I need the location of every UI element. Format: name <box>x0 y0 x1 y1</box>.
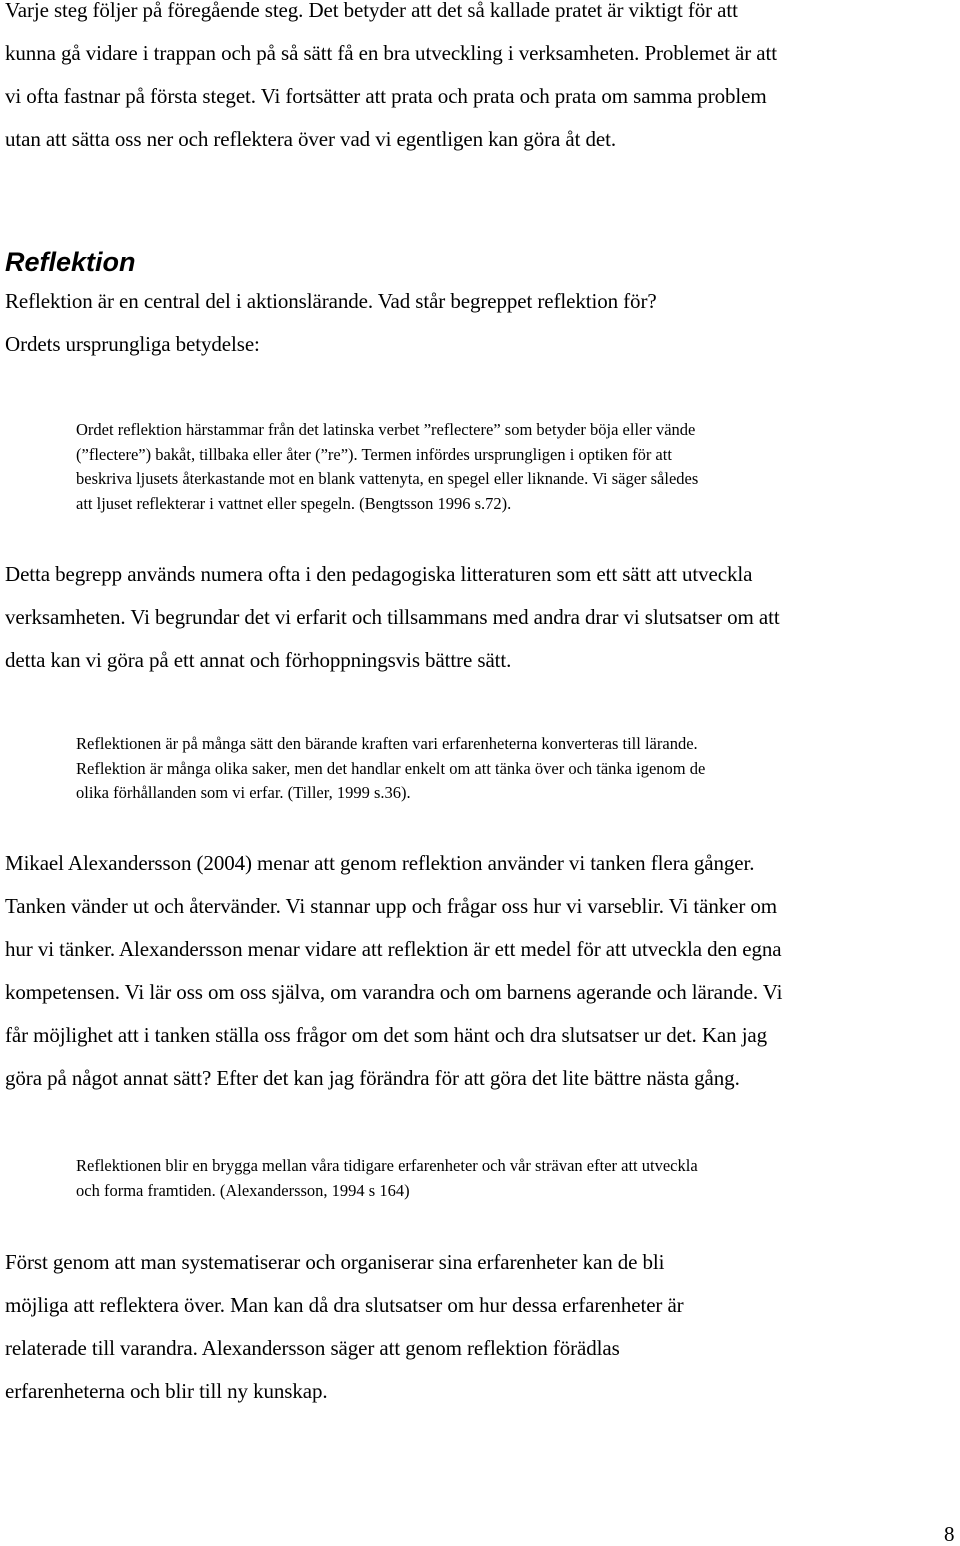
paragraph-intro <box>5 0 955 161</box>
text-line: möjliga att reflektera över. Man kan då dra slutsatser om hur dessa erfarenheter är <box>5 1293 684 1317</box>
paragraph-conclusion <box>5 1241 955 1413</box>
paragraph-definition <box>5 280 955 366</box>
quote-line: Reflektionen är på många sätt den bärande kraften vari erfarenheterna konverteras till lärande. <box>76 734 698 753</box>
text-line: hur vi tänker. Alexandersson menar vidare att reflektion är ett medel för att utveckla den egna <box>5 937 782 961</box>
quote-line: (”flectere”) bakåt, tillbaka eller åter (”re”). Termen infördes ursprungligen i optiken för att <box>76 444 672 464</box>
paragraph-alexandersson <box>5 842 955 1100</box>
quote-alexandersson <box>76 1154 936 1203</box>
page-number: 8 <box>944 1522 955 1546</box>
quote-line: olika förhållanden som vi erfar. (Tiller, 1999 s.36). <box>76 783 411 802</box>
quote-line: beskriva ljusets återkastande mot en blank vattenyta, en spegel eller liknande. Vi säger således <box>76 469 699 488</box>
quote-line: Reflektionen blir en brygga mellan våra tidigare erfarenheter och vår strävan efter att utveckla <box>76 1156 698 1175</box>
text-line: Ordets ursprungliga betydelse: <box>5 332 260 356</box>
text-line: kompetensen. Vi lär oss om oss själva, om varandra och om barnens agerande och lärande. Vi <box>5 980 783 1004</box>
text-line: får möjlighet att i tanken ställa oss frågor om det som hänt och dra slutsatser ur det. Kan jag <box>5 1023 768 1047</box>
text-line: Detta begrepp används numera ofta i den pedagogiska litteraturen som ett sätt att utveckla <box>5 562 753 586</box>
section-heading: Reflektion <box>5 247 136 277</box>
text-line: Varje steg följer på föregående steg. Det betyder att det så kallade pratet är viktigt för att <box>5 0 738 22</box>
quote-line: att ljuset reflekterar i vattnet eller spegeln. (Bengtsson 1996 s.72). <box>76 493 512 513</box>
quote-tiller <box>76 732 936 806</box>
quote-bengtsson <box>76 418 936 516</box>
quote-line: Reflektion är många olika saker, men det handlar enkelt om att tänka över och tänka igenom de <box>76 758 706 778</box>
text-line: göra på något annat sätt? Efter det kan jag förändra för att göra det lite bättre nästa gång. <box>5 1066 740 1090</box>
text-line: utan att sätta oss ner och reflektera över vad vi egentligen kan göra åt det. <box>5 127 616 151</box>
text-line: Tanken vänder ut och återvänder. Vi stannar upp och frågar oss hur vi varseblir. Vi tänker om <box>5 894 778 918</box>
text-line: Mikael Alexandersson (2004) menar att genom reflektion använder vi tanken flera gånger. <box>5 851 755 875</box>
text-line: kunna gå vidare i trappan och på så sätt få en bra utveckling i verksamheten. Problemet är att <box>5 41 777 65</box>
text-line: vi ofta fastnar på första steget. Vi fortsätter att prata och prata och prata om samma problem <box>5 84 767 108</box>
quote-line: och forma framtiden. (Alexandersson, 1994 s 164) <box>76 1180 410 1200</box>
text-line: detta kan vi göra på ett annat och förhoppningsvis bättre sätt. <box>5 648 512 672</box>
text-line: Först genom att man systematiserar och organiserar sina erfarenheter kan de bli <box>5 1250 665 1274</box>
paragraph-pedagogy <box>5 553 955 682</box>
quote-line: Ordet reflektion härstammar från det latinska verbet ”reflectere” som betyder böja eller vände <box>76 420 696 439</box>
text-line: relaterade till varandra. Alexandersson säger att genom reflektion förädlas <box>5 1336 620 1360</box>
text-line: erfarenheterna och blir till ny kunskap. <box>5 1379 328 1403</box>
text-line: Reflektion är en central del i aktionslärande. Vad står begreppet reflektion för? <box>5 289 657 313</box>
text-line: verksamheten. Vi begrundar det vi erfarit och tillsammans med andra drar vi slutsatser om att <box>5 605 780 629</box>
